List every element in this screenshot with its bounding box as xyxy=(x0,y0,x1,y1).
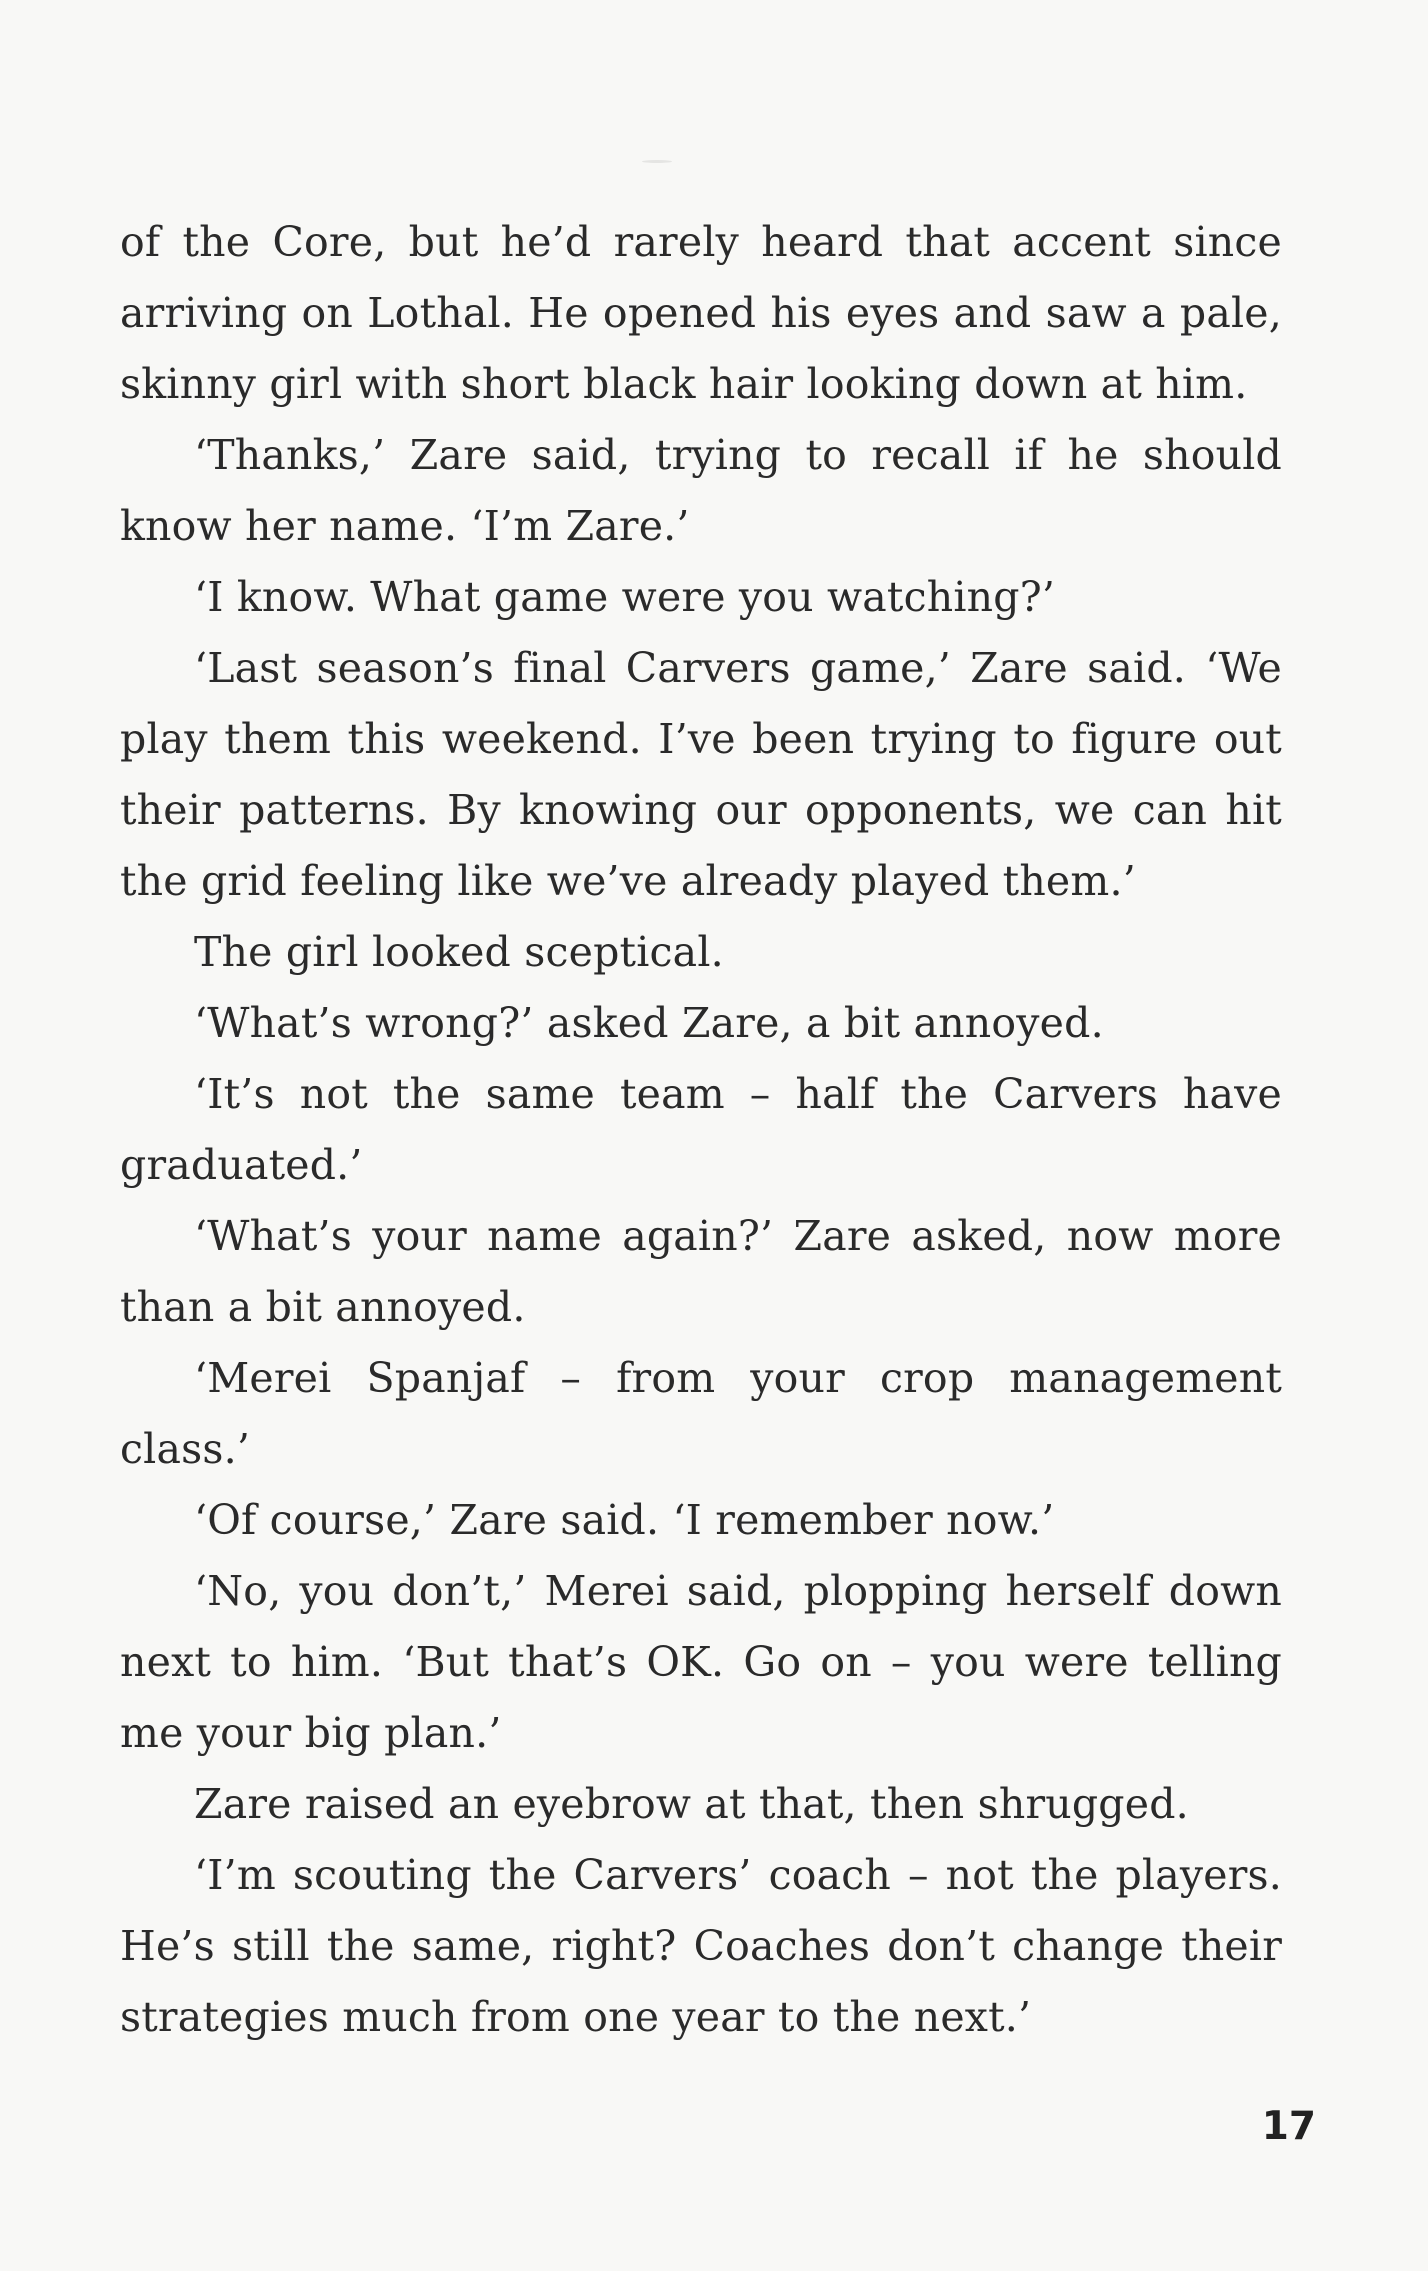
page-number: 17 xyxy=(1261,2104,1316,2149)
paragraph: ‘I’m scouting the Carvers’ coach – not the players. He’s still the same, right? Coaches don’t change their strategies much from one year to the next.’ xyxy=(120,1851,1282,2041)
paragraph: ‘What’s your name again?’ Zare asked, now more than a bit annoyed. xyxy=(120,1212,1282,1331)
paragraph: ‘It’s not the same team – half the Carvers have graduated.’ xyxy=(120,1070,1282,1189)
paragraph: ‘Last season’s final Carvers game,’ Zare said. ‘We play them this weekend. I’ve been trying to figure out their patterns. By knowing our opponents, we can hit the grid feeling like we’ve already played them.’ xyxy=(120,644,1282,905)
paragraph: ‘Merei Spanjaf – from your crop management class.’ xyxy=(120,1354,1282,1473)
paragraph: of the Core, but he’d rarely heard that accent since arriving on Lothal. He opened his eyes and saw a pale, skinny girl with short black hair looking down at him. xyxy=(120,218,1282,408)
paragraph: ‘What’s wrong?’ asked Zare, a bit annoyed. xyxy=(194,999,1104,1047)
paragraph: ‘I know. What game were you watching?’ xyxy=(194,573,1056,621)
paragraph: Zare raised an eyebrow at that, then shrugged. xyxy=(194,1780,1189,1828)
paragraph: The girl looked sceptical. xyxy=(194,928,724,976)
paper-speck xyxy=(642,160,672,163)
body-text xyxy=(120,207,1282,2053)
paragraph: ‘No, you don’t,’ Merei said, plopping herself down next to him. ‘But that’s OK. Go on – you were telling me your big plan.’ xyxy=(120,1567,1282,1757)
paragraph: ‘Of course,’ Zare said. ‘I remember now.’ xyxy=(194,1496,1055,1544)
paragraph: ‘Thanks,’ Zare said, trying to recall if he should know her name. ‘I’m Zare.’ xyxy=(120,431,1282,550)
